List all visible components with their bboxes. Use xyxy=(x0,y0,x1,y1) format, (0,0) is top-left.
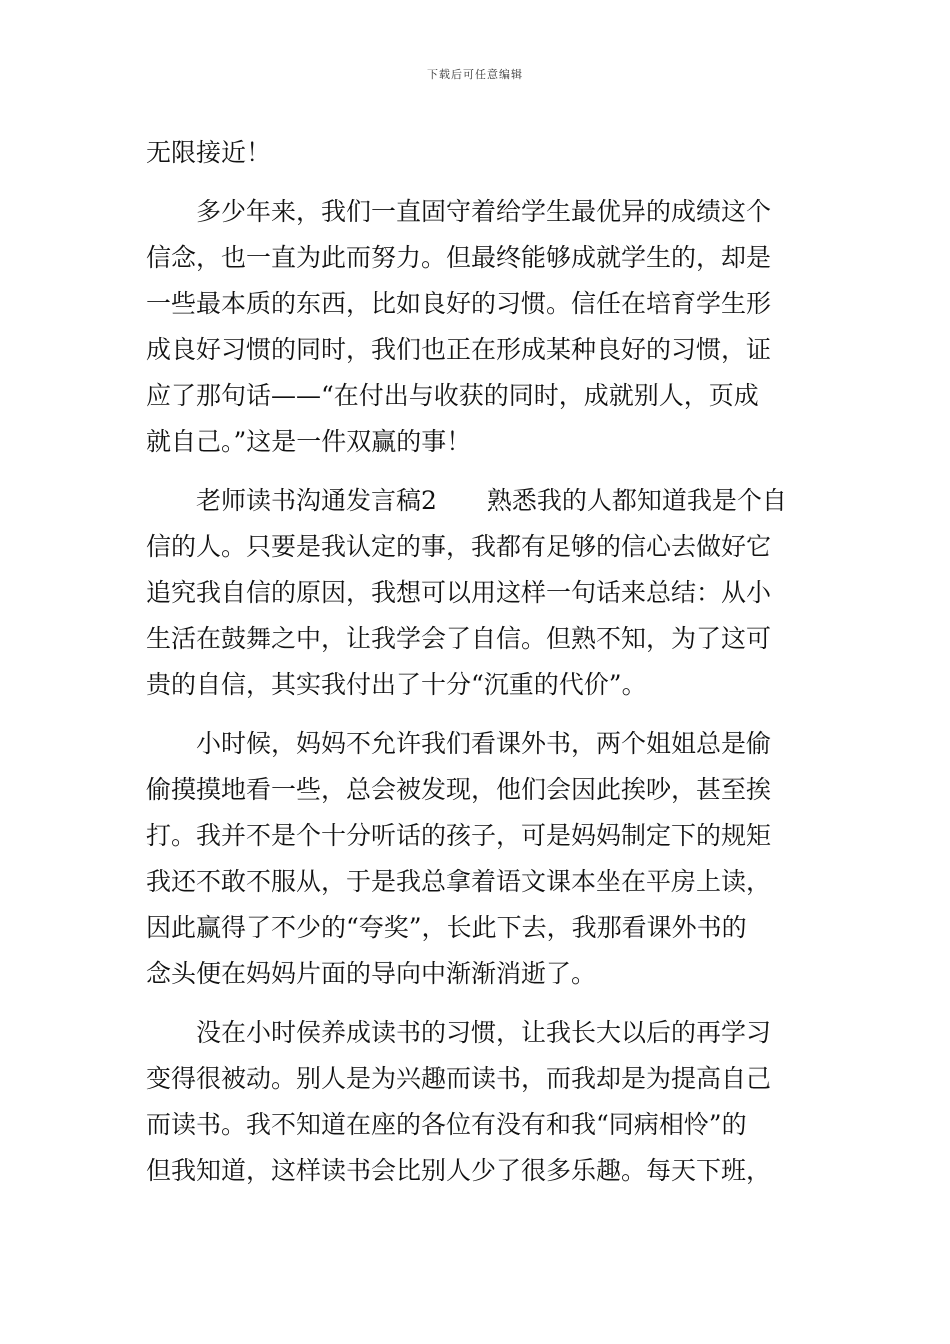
text-line: 无限接近！ xyxy=(146,138,272,167)
paragraph-2 xyxy=(146,189,810,465)
text-line: 因此赢得了不少的“夸奖”，长此下去，我那看课外书的 xyxy=(146,913,747,942)
text-line: 小时候，妈妈不允许我们看课外书，两个姐姐总是偷 xyxy=(146,729,772,758)
text-line: 偷摸摸地看一些，总会被发现，他们会因此挨吵，甚至挨 xyxy=(146,775,772,804)
text-line: 成良好习惯的同时，我们也正在形成某种良好的习惯，证 xyxy=(146,335,772,364)
text-line: 念头便在妈妈片面的导向中渐渐消逝了。 xyxy=(146,959,597,988)
document-body xyxy=(146,130,810,1194)
paragraph-4 xyxy=(146,721,810,997)
paragraph-5 xyxy=(146,1010,810,1194)
text-line: 我还不敢不服从，于是我总拿着语文课本坐在平房上读， xyxy=(146,867,772,896)
page-header: 下载后可任意编辑 xyxy=(427,68,523,81)
text-line: 打。我并不是个十分听话的孩子，可是妈妈制定下的规矩 xyxy=(146,821,772,850)
text-line: 追究我自信的原因，我想可以用这样一句话来总结：从小 xyxy=(146,578,772,607)
text-line: 多少年来，我们一直固守着给学生最优异的成绩这个 xyxy=(146,197,772,226)
text-line: 没在小时侯养成读书的习惯，让我长大以后的再学习 xyxy=(146,1018,772,1047)
text-line: 就自己。”这是一件双赢的事！ xyxy=(146,427,472,456)
text-line: 信念，也一直为此而努力。但最终能够成就学生的，却是 xyxy=(146,243,772,272)
text-line: 而读书。我不知道在座的各位有没有和我“同病相怜”的 xyxy=(146,1110,747,1139)
text-line: 老师读书沟通发言稿2 熟悉我的人都知道我是个自 xyxy=(146,486,787,515)
text-line: 但我知道，这样读书会比别人少了很多乐趣。每天下班， xyxy=(146,1156,772,1185)
text-line: 生活在鼓舞之中，让我学会了自信。但熟不知，为了这可 xyxy=(146,624,772,653)
text-line: 信的人。只要是我认定的事，我都有足够的信心去做好它 xyxy=(146,532,772,561)
text-line: 一些最本质的东西，比如良好的习惯。信任在培育学生形 xyxy=(146,289,772,318)
text-line: 变得很被动。别人是为兴趣而读书，而我却是为提高自己 xyxy=(146,1064,772,1093)
text-line: 贵的自信，其实我付出了十分“沉重的代价”。 xyxy=(146,670,647,699)
text-line: 应了那句话——“在付出与收获的同时，成就别人，页成 xyxy=(146,381,759,410)
paragraph-3 xyxy=(146,478,810,708)
paragraph-1 xyxy=(146,130,810,176)
